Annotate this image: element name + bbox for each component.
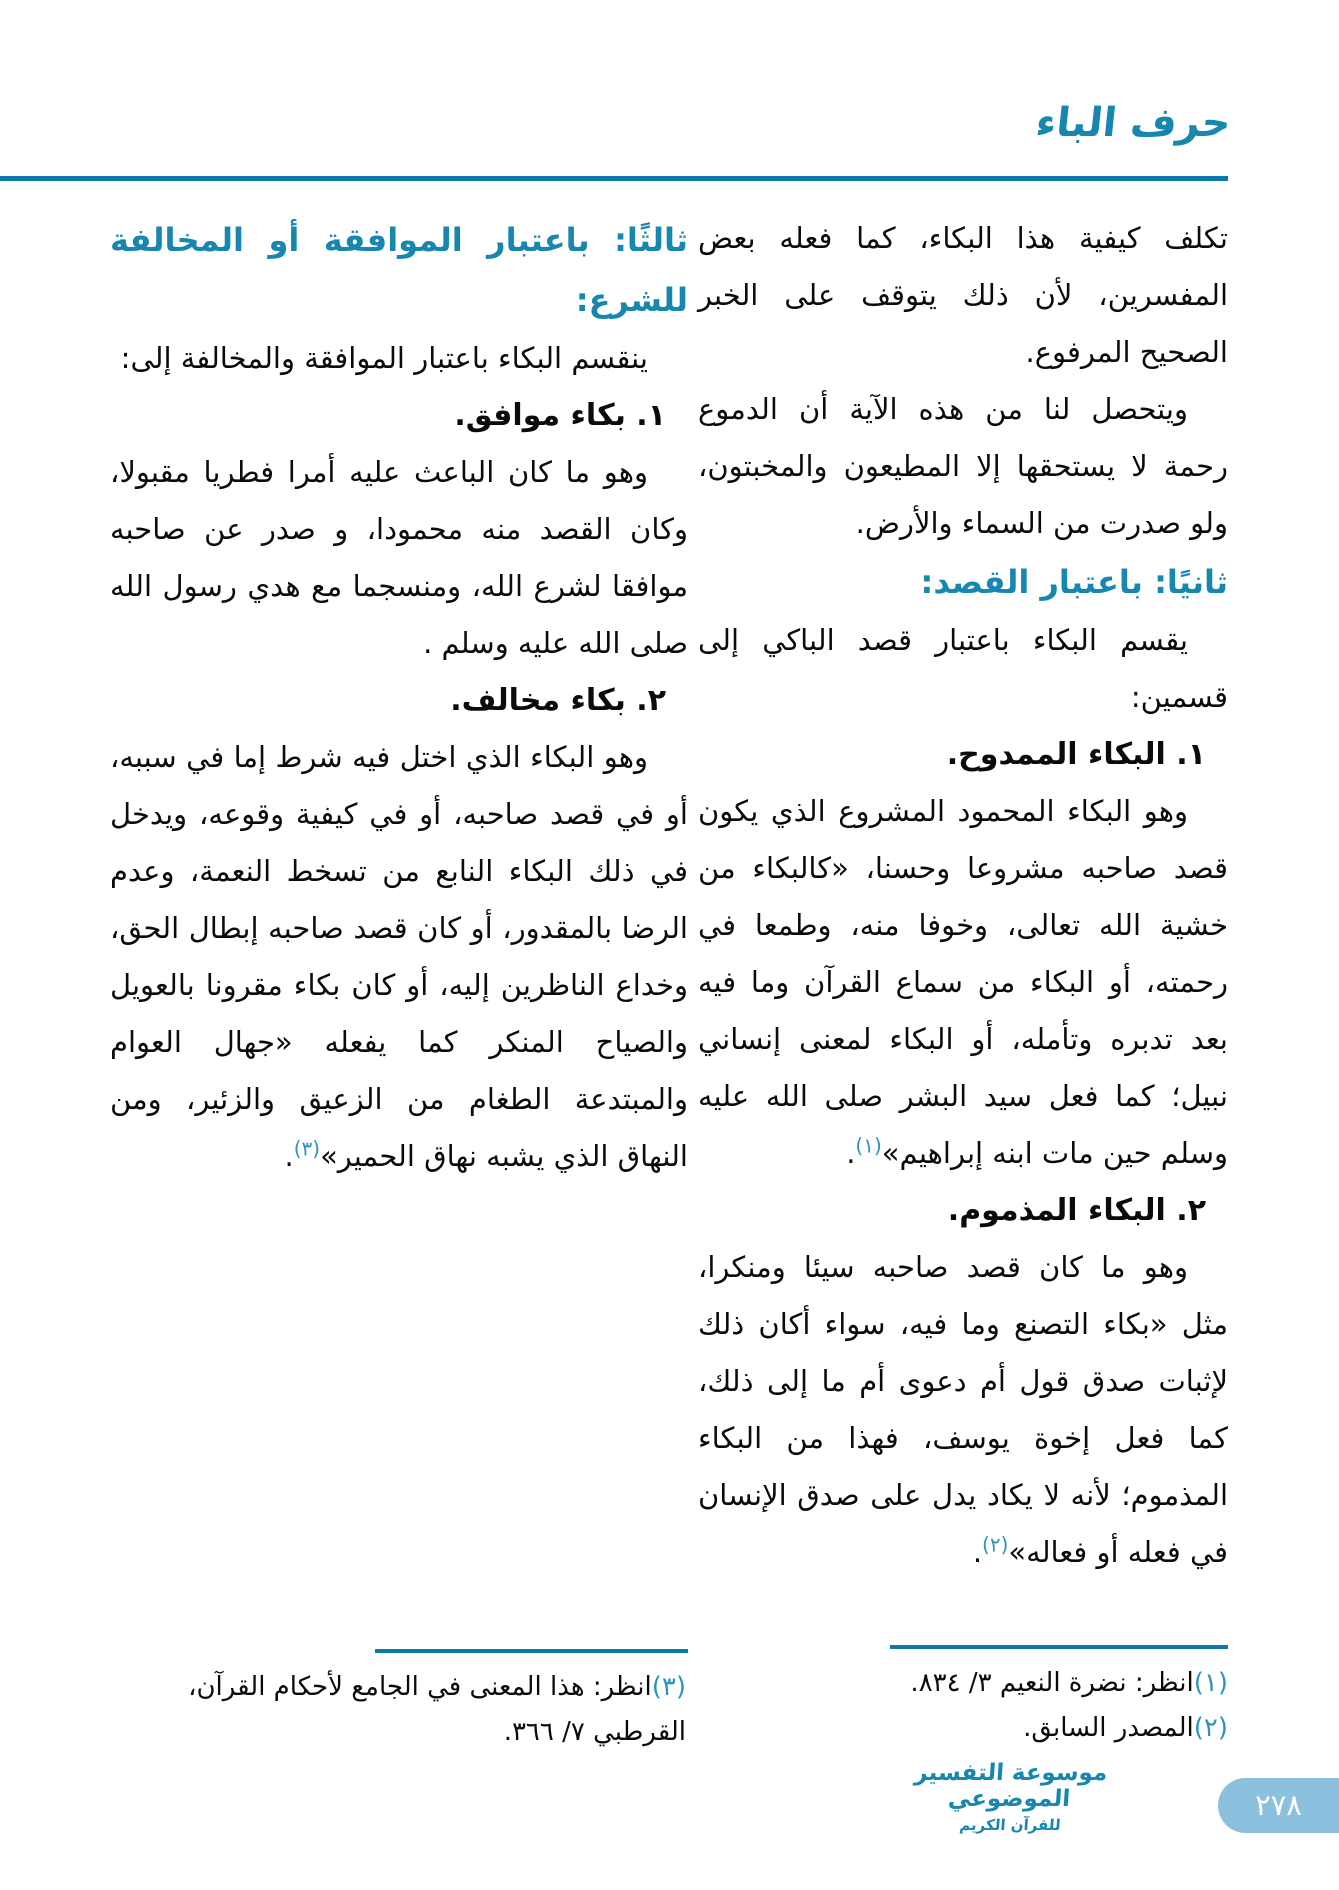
footnotes-left: [110, 1649, 688, 1755]
logo-title-line: موسوعة التفسير الموضوعي: [913, 1760, 1109, 1812]
page-number-badge: ٢٧٨: [1218, 1778, 1339, 1833]
paragraph-text: وهو ما كان قصد صاحبه سيئا ومنكرا، مثل «بكاء التصنع وما فيه، سواء أكان ذلك لإثبات صدق قول أم دعوى أم ما إلى ذلك، كما فعل إخوة يوسف، فهذا من البكاء المذموم؛ لأنه لا يكاد يدل على صدق الإنسان في فعله أو فعاله»: [698, 1250, 1228, 1569]
footnote: [698, 1706, 1228, 1751]
logo-subtitle-line: للقرآن الكريم: [958, 1816, 1062, 1834]
list-item-title: ١. بكاء موافق.: [454, 398, 666, 433]
footnote-marker: (٣): [651, 1672, 686, 1702]
sentence-period: .: [972, 1535, 983, 1569]
section-heading-third: ثالثًا: باعتبار الموافقة أو المخالفة للشرع:: [110, 221, 688, 319]
paragraph: [110, 729, 688, 1185]
list-item-title: ٢. بكاء مخالف.: [450, 683, 666, 718]
paragraph: [698, 783, 1228, 1182]
footnote-separator: [890, 1645, 1228, 1649]
section-heading-second: ثانيًا: باعتبار القصد:: [920, 563, 1228, 601]
column-left: [110, 210, 688, 1185]
publisher-logo-calligraphy: [872, 1760, 1148, 1834]
footnote-ref-2: (٢): [982, 1532, 1009, 1557]
sentence-period: .: [284, 1139, 294, 1173]
footnote-separator: [375, 1649, 688, 1653]
footnotes-right: [698, 1645, 1228, 1751]
paragraph-text: وهو البكاء المحمود المشروع الذي يكون قصد صاحبه مشروعا وحسنا، «كالبكاء من خشية الله تعالى، وخوفا منه، وطمعا في رحمته، أو البكاء من سماع القرآن وما فيه بعد تدبره وتأمله، أو البكاء لمعنى إنساني نبيل؛ كما فعل سيد البشر صلى الله عليه وسلم حين مات ابنه إبراهيم»: [698, 794, 1228, 1170]
paragraph: وهو ما كان الباعث عليه أمرا فطريا مقبولا، وكان القصد منه محمودا، و صدر عن صاحبه موافقا لشرع الله، ومنسجما مع هدي رسول الله صلى الله عليه وسلم .: [110, 455, 688, 660]
footnote-text: انظر: هذا المعنى في الجامع لأحكام القرآن، القرطبي ٧/ ٣٦٦.: [188, 1672, 686, 1747]
paragraph: ينقسم البكاء باعتبار الموافقة والمخالفة إلى:: [120, 341, 648, 375]
list-item-title: ٢. البكاء المذموم.: [947, 1193, 1206, 1228]
column-right: [698, 210, 1228, 1581]
footnote-marker: (١): [1193, 1668, 1228, 1698]
paragraph: يقسم البكاء باعتبار قصد الباكي إلى قسمين:: [698, 623, 1228, 714]
footnote-ref-3: (٣): [293, 1136, 321, 1161]
footnote-ref-1: (١): [855, 1133, 882, 1158]
footnote: [698, 1661, 1228, 1706]
sentence-period: .: [846, 1136, 856, 1170]
list-item-title: ١. البكاء الممدوح.: [946, 737, 1206, 772]
header-rule: [0, 176, 1228, 181]
paragraph-text: وهو البكاء الذي اختل فيه شرط إما في سببه، أو في قصد صاحبه، أو في كيفية وقوعه، ويدخل في ذلك البكاء النابع من تسخط النعمة، وعدم الرضا بالمقدور، أو كان قصد صاحبه إبطال الحق، وخداع الناظرين إليه، أو كان بكاء مقرونا بالعويل والصياح المنكر كما يفعله «جهال العوام والمبتدعة الطغام من الزعيق والزئير، ومن النهاق الذي يشبه نهاق الحمير»: [110, 740, 688, 1173]
paragraph-continuation: تكلف كيفية هذا البكاء، كما فعله بعض المفسرين، لأن ذلك يتوقف على الخبر الصحيح المرفوع.: [698, 221, 1228, 369]
paragraph: ويتحصل لنا من هذه الآية أن الدموع رحمة لا يستحقها إلا المطيعون والمخبتون، ولو صدرت من السماء والأرض.: [698, 392, 1228, 540]
footnote-text: المصدر السابق.: [1023, 1713, 1194, 1743]
footnote-marker: (٢): [1193, 1713, 1228, 1743]
paragraph: [698, 1239, 1228, 1581]
footnote-text: انظر: نضرة النعيم ٣/ ٨٣٤.: [910, 1668, 1194, 1698]
chapter-title-calligraphy: حرف الباء: [1033, 100, 1234, 146]
footnote: [110, 1665, 688, 1755]
